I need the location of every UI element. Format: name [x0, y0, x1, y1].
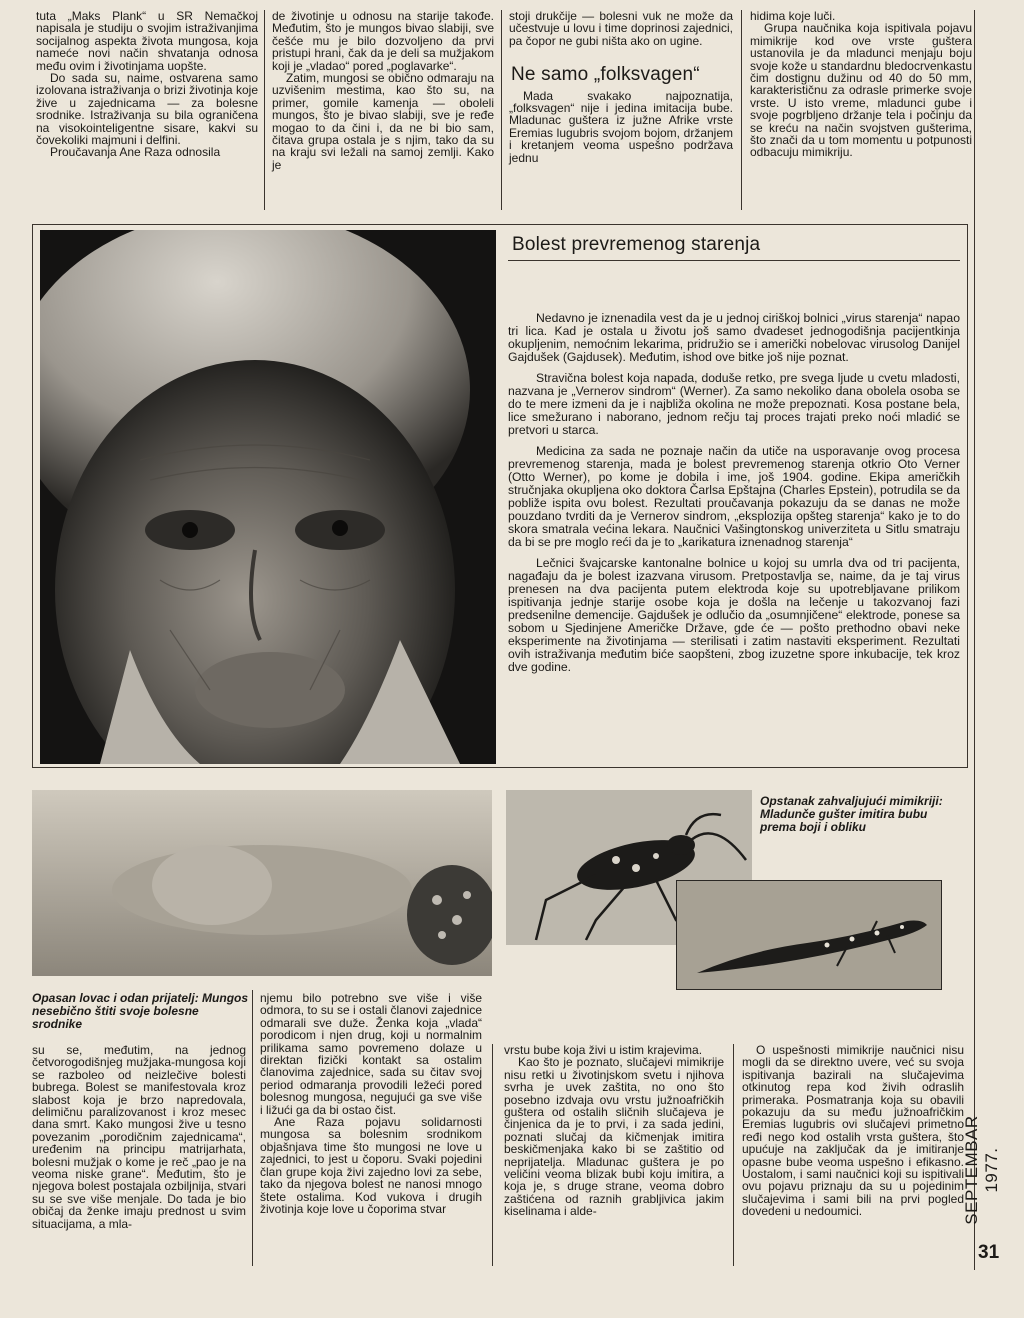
- paragraph: tuta „Maks Plank“ u SR Nemačkoj napisala je studiju o svojim istraživanjima socijalnog aspekta života mungosa, koja nameće novi način shvatanja odnosa među ovim i životinjama uopšte.: [36, 9, 258, 73]
- sidebar-article-body: [508, 312, 960, 674]
- top-column-2: [272, 10, 494, 171]
- paragraph: Lečnici švajcarske kantonalne bolnice u kojoj su umrla dva od tri pacijenta, nagađaju da je bolest izazvana virusom. Pretpostavlja se, naime, da je taj virus prenesen na dva pacijenta putem elektroda koje su upotrebljavane prilikom ispitivanja jednje starije osobe koja je došla na lečenje u takozvanoj fazi predsenilne demencije. Gajdušek je odlučio da „osumnjičene“ elektrode, ponese sa sobom u Sjedinjene Američke Države, gde će — pošto prethodno obavi neke eksperimente na životinjama — sterilisati i zatim nastaviti eksperiment. Rezultati ovih istraživanja međutim biće saopšteni, zbog izuzetne spore inkubacije, tek kroz dve godine.: [508, 556, 960, 674]
- right-margin-rule: [974, 10, 975, 1270]
- page-number: 31: [978, 1242, 1000, 1263]
- section-heading: Ne samo „folksvagen“: [511, 64, 700, 86]
- paragraph: njemu bilo potrebno sve više i više odmora, to su se i ostali članovi zajednice odmarali sve duže. Ženka koja „vlada“ porodicom i njen drug, koji u normalnim prilikama samo povremeno dolaze u direktan fizički kontakt sa ostalim članovima zajednice, sada su čitav svoj period odmaranja provodili ležeći pored bolesnog mungosa, negujući ga sve više i ližući ga da bi ostao čist.: [260, 991, 482, 1117]
- old-woman-photo: [40, 230, 496, 764]
- column-divider: [264, 10, 265, 210]
- top-column-4: [750, 10, 972, 159]
- bottom-column-3: [504, 1044, 724, 1218]
- paragraph: Proučavanja Ane Raza odnosila: [50, 145, 221, 160]
- lizard-image: [677, 881, 941, 989]
- mongoose-photo: [32, 790, 492, 976]
- bottom-column-4: [742, 1044, 964, 1218]
- paragraph: Stravična bolest koja napada, doduše retko, pre svega ljude u cvetu mladosti, nazvana je „Vernerov sindrom“ (Werner). Za samo nekoliko dana obolela osoba se do te mere izmeni da je i najbliža okolina ne može prepoznati. Kosa postane bela, lice smežurano i naborano, jednom rečju taj proces trajati preko noći mladić se pretvori u starca.: [508, 371, 960, 437]
- paragraph: Nedavno je iznenadila vest da je u jednoj ciriškoj bolnici „virus starenja“ napao tri lica. Kad je ostala u životu još samo dvadeset jednogodišnja pacijentkinja okupljenim, nemoćnim lekarima, pridružio se i američki nobelovac virusolog Danijel Gajdušek (Gajdusek). Međutim, ishod ove bitke još nije poznat.: [508, 311, 960, 364]
- mongoose-caption: Opasan lovac i odan prijatelj: Mungos nesebično štiti svoje bolesne srodnike: [32, 991, 249, 1031]
- old-woman-portrait-image: [40, 230, 496, 764]
- paragraph: stoji drukčije — bolesni vuk ne može da učestvuje u lovu i time doprinosi zajednici, pa čopor ne gubi ništa ako on ugine.: [509, 9, 733, 48]
- title-underline: [508, 260, 960, 261]
- paragraph: vrstu bube koja živi u istim krajevima.: [504, 1043, 703, 1057]
- bottom-column-2: [260, 992, 482, 1215]
- paragraph: su se, međutim, na jednog četvorogodišnjeg mužjaka-mungosa koji se razboleo od neizlečive bolesti bubrega. Bolest se manifestovala kroz slabost koja je brzo napredovala, delimičnu paralizovanost i kroz mesec dana smrt. Kako mungosi žive u tesno povezanim „porodičnim zajednicama“, uređenim na principu matrijarhata, bolesni mužjak o kome je reč „pao je na veoma niske grane“. Međutim, što je njegova bolest postajala ozbiljnija, stvari su se sve više menjale. Do tada je bio običaj da ženke imaju prednost u svim situacijama, a mla-: [32, 1043, 246, 1231]
- paragraph: Medicina za sada ne poznaje način da utiče na usporavanje ovog procesa prevremenog starenja, mada je bolest prevremenog starenja otkrio Oto Verner (Otto Werner), po kome je dobila i ime, još 1904. godine. Ekipa američkih stručnjaka okupljena oko doktora Čarlsa Epštajna (Charles Epstein), potrudila se da pobliže ispita ovu bolest. Rezultati proučavanja pokazuju da se danas ne može pouzdano tvrditi da je Vernerov sindrom, „eksplozija opšteg starenja“ kako je to do skora smatrala većina lekara. Naučnici Vašingtonskog univerziteta u Sitlu smatraju da bi se pre moglo reći da je to „karikatura iznenadnog starenja“: [508, 444, 960, 549]
- lizard-photo: [676, 880, 942, 990]
- paragraph: O uspešnosti mimikrije naučnici nisu mogli da se direktno uvere, već su svoja ispitivanja bazirali na slučajevima otkinutog repa kod živih odraslih primeraka. Posmatranja koja su obavili pokazuju da su među južnoafričkim Eremias lugubris ovi slučajevi primetno ređi nego kod ostalih vrsta gušterа, što upućuje na zaključak da je imitiranje opasne bube veoma uspešno i efikasno. Uostalom, i sami naučnici koji su ispitivali ovu pojavu priznaju da su u pojedinim slučajevima i sami bili na prvi pogled dovedeni u nedoumici.: [742, 1043, 964, 1219]
- issue-date: SEPTEMBAR 1977.: [962, 1115, 1001, 1225]
- paragraph: Mada svakako najpoznatija, „folksvagen“ nije i jedina imitacija bube. Mladunac guštera iz južne Afrike vrste Eremias lugubris svojom bojom, držanjem i kretanjem veoma uspešno podržava jednu: [509, 88, 733, 165]
- top-column-1: [36, 10, 258, 159]
- column-divider: [252, 990, 253, 1266]
- paragraph: hidima koje luči.: [750, 9, 836, 23]
- column-divider: [501, 10, 502, 210]
- paragraph: Grupa naučnika koja ispitivala pojavu mimikrije kod ove vrste guštera ustanovila je da mladunci menjaju boju svoje kože u standardnu bledocrvenkastu čim dostignu dužinu od 40 do 50 mm, karakterističnu za odrasle primerke svoje vrste. U isto vreme, mladunci gube i svoje pogrbljeno držanje tela i počinju da se kreću na način svojstven gušterima, što znači da u tom momentu u potpunosti odbacuju mimikriju.: [750, 21, 972, 160]
- column-divider: [733, 1044, 734, 1266]
- paragraph: Zatim, mungosi se obično odmaraju na uzvišenim mestima, kao što su, na primer, gomile kamenja — oboleli mungos, što je bivao slabiji, sve je ređe mogao to da čini i, da ne bi bio sam, čitava grupa ostala je s njim, tako da su na kraju svi ležali na samoj zemlji. Kako je: [272, 71, 494, 172]
- paragraph: de životinje u odnosu na starije takođe. Međutim, što je mungos bivao slabiji, sve češće mu je bilo dozvoljeno da prvi pristupi hrani, čak da je deli sa mužjakom koji je „vladao“ pored „poglavarke“.: [272, 9, 494, 73]
- sidebar-article-title: Bolest prevremenog starenja: [512, 234, 761, 255]
- paragraph: Do sada su, naime, ostvarena samo izolovana istraživanja o brizi životinja koje žive u zajednicama — za bolesne srodnike. Istraživanja su bila ograničena na visokointeligentne sisare, kakvi su čovekoliki majmuni i delfini.: [36, 71, 258, 148]
- top-column-3: [509, 10, 733, 164]
- column-divider: [741, 10, 742, 210]
- column-divider: [492, 1044, 493, 1266]
- sidebar-article: [508, 234, 960, 674]
- paragraph: Kao što je poznato, slučajevi mimikrije nisu retki u životinjskom svetu i njihova svrha je uvek zaštita, no ono što posebno izdvaja ovu vrstu južnoafričkih gušterа od ostalih sličnih slučajeva je činjenica da je to prvi, i za sada jedini, poznati slučaj da kičmenjak imitira beskičmenjaka kako bi se zaštitio od neprijatelja. Mladunac gušterа je po veličini veoma blizak bubi koju imitira, a koja je, s druge strane, veoma dobro zaštićena od raznih grabljivica jakim kiselinama i alde-: [504, 1055, 724, 1219]
- mongoose-image: [32, 790, 492, 976]
- bottom-column-1: [32, 1044, 246, 1230]
- paragraph: Ane Raza pojavu solidarnosti mungosa sa bolesnim srodnikom objašnjava time što mungosi ne love u zajednici, to jest u čoporu. Svaki pojedini član grupe koja živi zajedno lovi za sebe, tako da njegova bolest ne nanosi mnogo štete ostalima. Kod vukova i drugih životinja koje love u čoporima stvar: [260, 1115, 482, 1216]
- mimicry-caption: Opstanak zahvaljujući mimikriji: Mladunče gušter imitira bubu prema boji i obliku: [760, 794, 943, 834]
